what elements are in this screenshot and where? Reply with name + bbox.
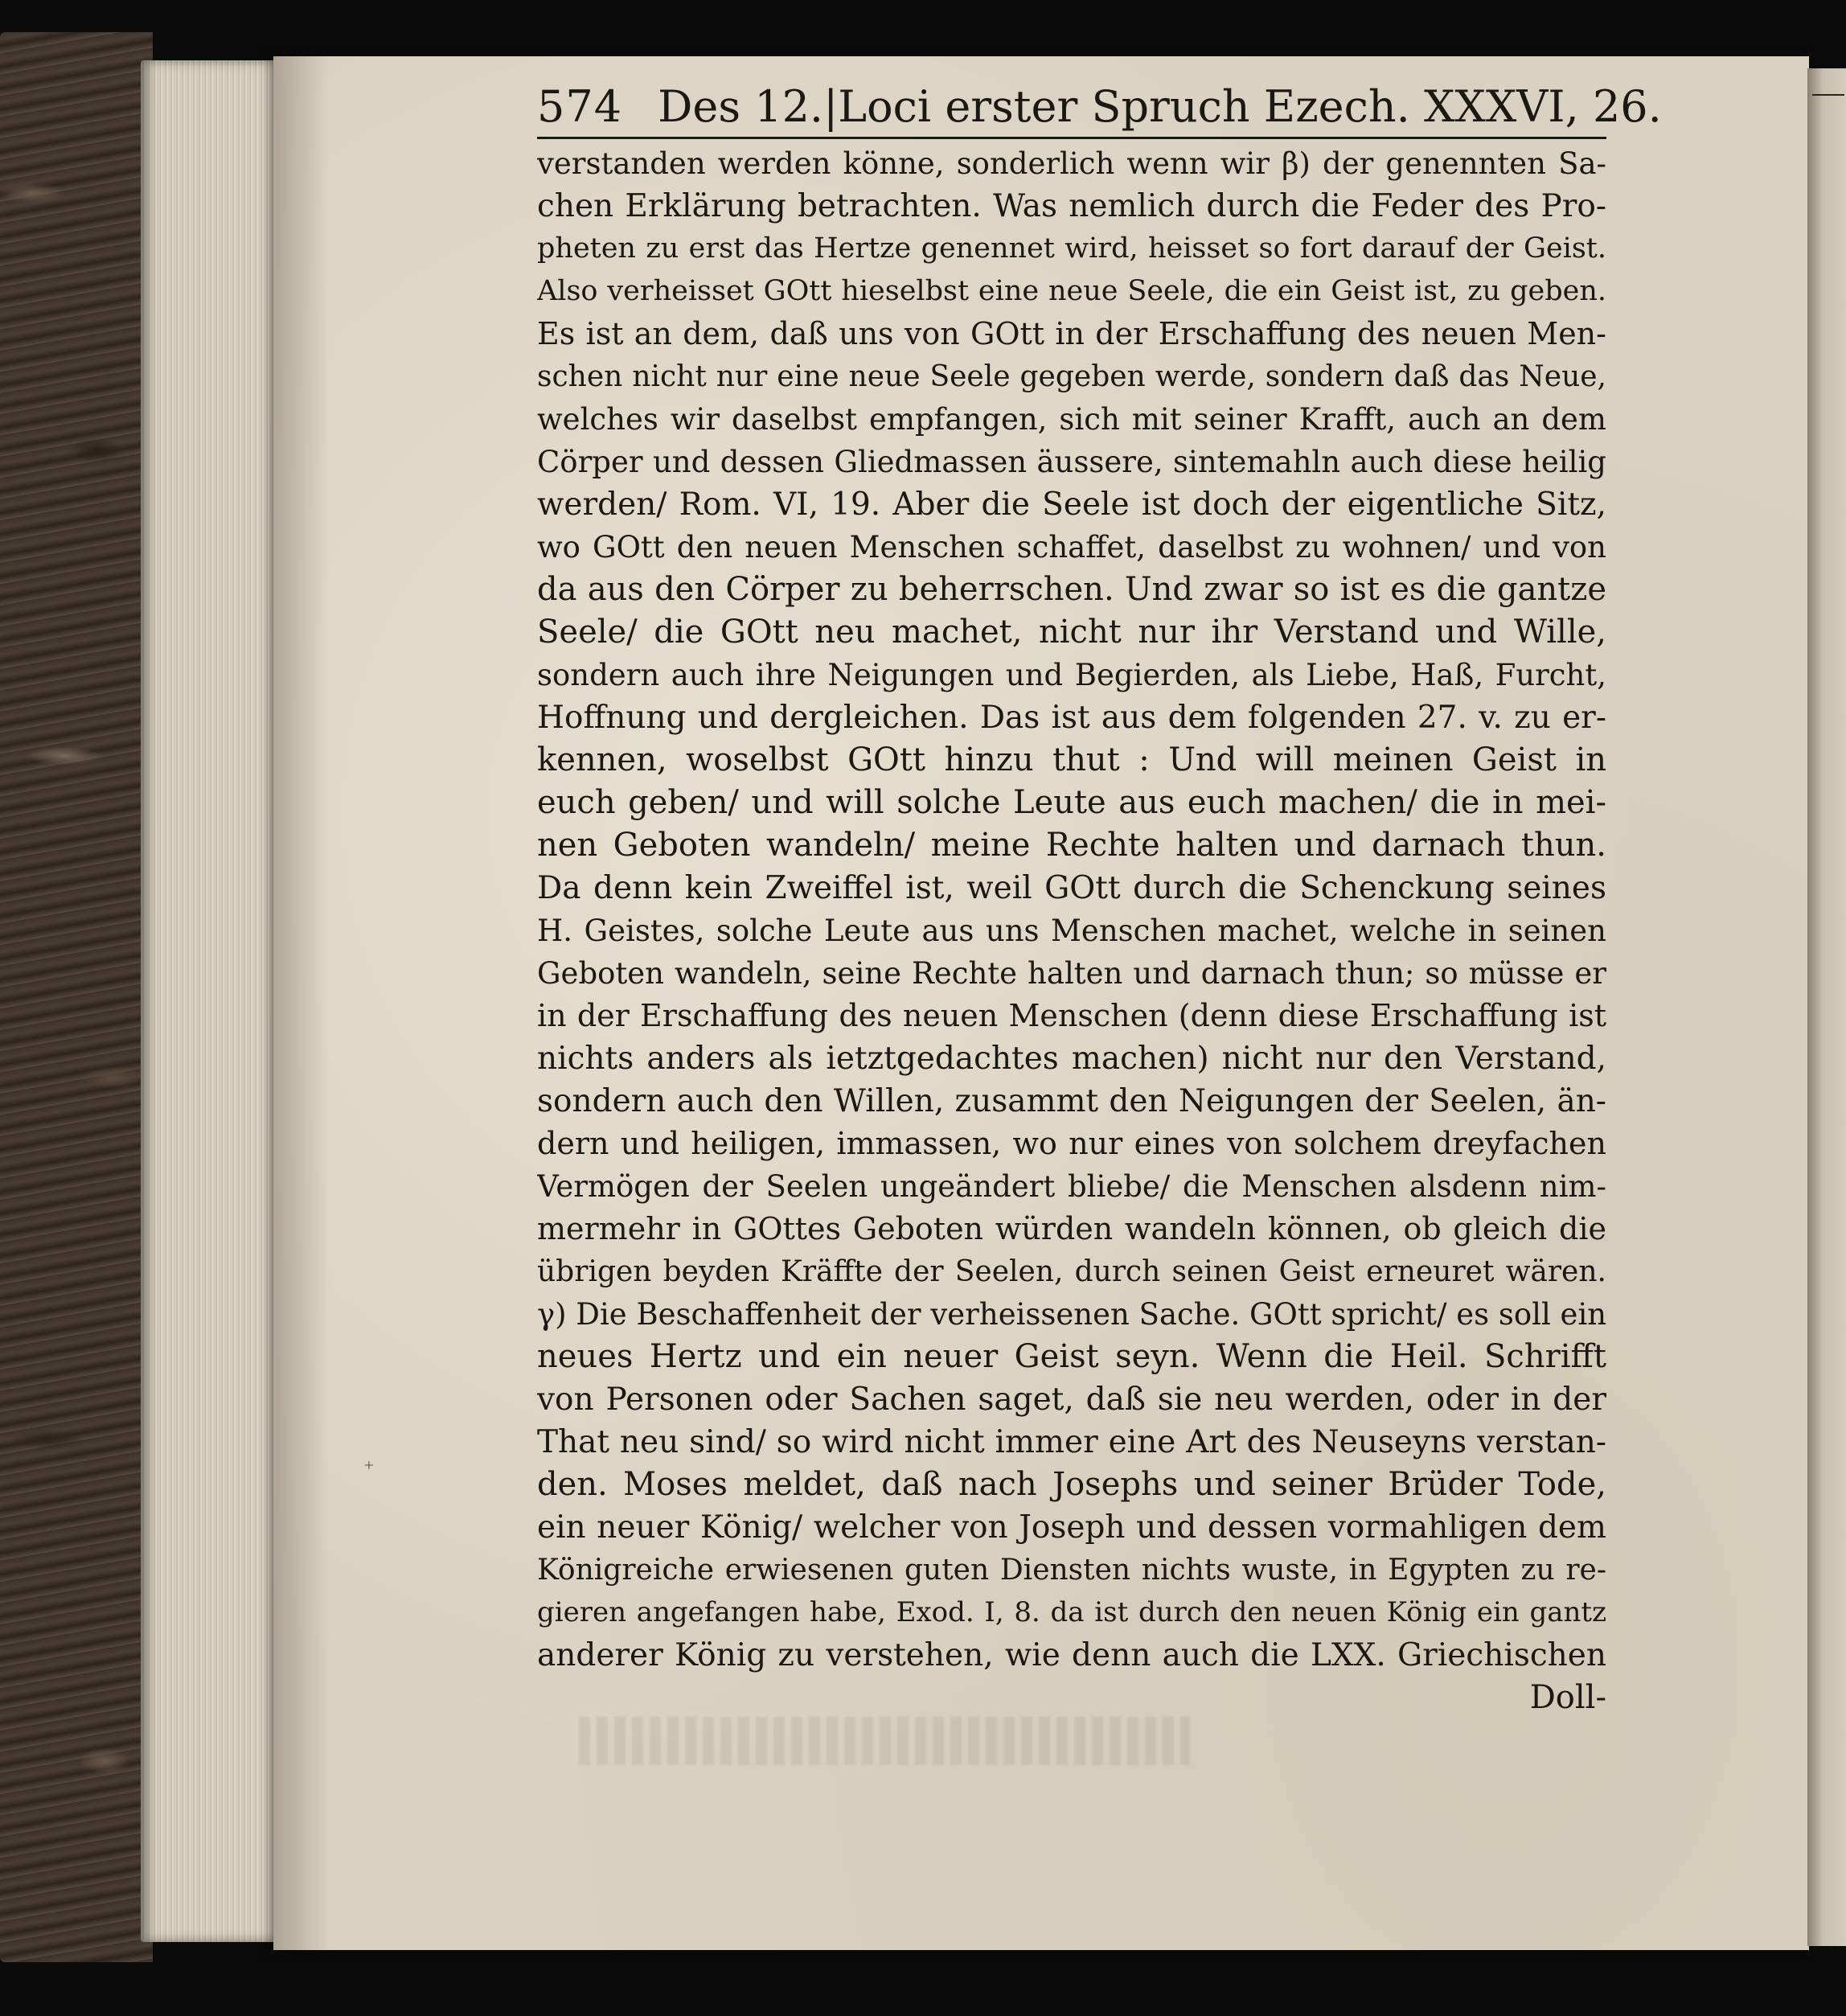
header-rule xyxy=(537,137,1606,139)
book-cover-marbled xyxy=(0,32,153,1962)
text-line: den. Moses meldet, daß nach Josephs und seiner Brüder Tode, xyxy=(537,1466,1606,1503)
text-line: Königreiche erwiesenen guten Diensten nichts wuste, in Egypten zu re- xyxy=(537,1554,1606,1587)
text-line: Vermögen der Seelen ungeändert bliebe/ die Menschen alsdenn nim- xyxy=(537,1169,1606,1204)
text-line: sondern auch ihre Neigungen und Begierden, als Liebe, Haß, Furcht, xyxy=(537,658,1606,692)
text-line: Es ist an dem, daß uns von GOtt in der Erschaffung des neuen Men- xyxy=(537,316,1606,351)
page-number: 574 xyxy=(537,81,623,132)
text-line: welches wir daselbst empfangen, sich mit seiner Krafft, auch an dem xyxy=(537,402,1606,437)
text-line: da aus den Cörper zu beherrschen. Und zwar so ist es die gantze xyxy=(537,571,1606,608)
text-line: Seele/ die GOtt neu machet, nicht nur ihr Verstand und Wille, xyxy=(537,614,1606,651)
text-line: in der Erschaffung des neuen Menschen (denn diese Erschaffung ist xyxy=(537,998,1606,1033)
text-line: H. Geistes, solche Leute aus uns Menschen machet, welche in seinen xyxy=(537,914,1606,948)
text-line: schen nicht nur eine neue Seele gegeben werde, sondern daß das Neue, xyxy=(537,360,1606,393)
text-line: Geboten wandeln, seine Rechte halten und darnach thun; so müsse er xyxy=(537,956,1606,991)
text-line: euch geben/ und will solche Leute aus euch machen/ die in mei- xyxy=(537,784,1606,821)
catchword: Doll- xyxy=(1529,1679,1606,1716)
margin-mark: ⁺ xyxy=(363,1457,375,1481)
text-line: neues Hertz und ein neuer Geist seyn. Wenn die Heil. Schrifft xyxy=(537,1338,1606,1375)
page-gutter-shadow xyxy=(273,56,330,1950)
text-line: Cörper und dessen Gliedmassen äussere, sintemahln auch diese heilig xyxy=(537,445,1606,479)
text-line: übrigen beyden Kräffte der Seelen, durch seinen Geist erneuret wären. xyxy=(537,1255,1606,1288)
text-line: ein neuer König/ welcher von Joseph und dessen vormahligen dem xyxy=(537,1509,1606,1546)
running-title: Des 12.|Loci erster Spruch Ezech. XXXVI, 26. xyxy=(658,81,1662,132)
text-line: werden/ Rom. VI, 19. Aber die Seele ist doch der eigentliche Sitz, xyxy=(537,487,1606,523)
running-header xyxy=(537,64,1662,132)
text-line: pheten zu erst das Hertze genennet wird, heisset so fort darauf der Geist. xyxy=(537,232,1606,265)
text-line: Also verheisset GOtt hieselbst eine neue Seele, die ein Geist ist, zu geben. xyxy=(537,275,1606,307)
text-line: anderer König zu verstehen, wie denn auch die LXX. Griechischen xyxy=(537,1637,1606,1673)
text-line: sondern auch den Willen, zusammt den Neigungen der Seelen, än- xyxy=(537,1083,1606,1119)
text-line: nen Geboten wandeln/ meine Rechte halten und darnach thun. xyxy=(537,827,1606,864)
show-through-text xyxy=(579,1717,1190,1765)
text-line: kennen, woselbst GOtt hinzu thut : Und will meinen Geist in xyxy=(537,741,1606,778)
text-line: Da denn kein Zweiffel ist, weil GOtt durch die Schenckung seines xyxy=(537,870,1606,906)
text-line: mermehr in GOttes Geboten würden wandeln können, ob gleich die xyxy=(537,1211,1606,1246)
text-line: That neu sind/ so wird nicht immer eine Art des Neuseyns verstan- xyxy=(537,1424,1606,1460)
text-line: nichts anders als ietztgedachtes machen) nicht nur den Verstand, xyxy=(537,1041,1606,1077)
text-line: wo GOtt den neuen Menschen schaffet, daselbst zu wohnen/ und von xyxy=(537,530,1606,565)
text-line: γ) Die Beschaffenheit der verheissenen Sache. GOtt spricht/ es soll ein xyxy=(537,1297,1606,1332)
text-line: Hoffnung und dergleichen. Das ist aus dem folgenden 27. v. zu er- xyxy=(537,700,1606,736)
body-text xyxy=(537,142,1606,1677)
facing-page-edge xyxy=(1807,68,1846,1946)
text-block xyxy=(537,64,1662,1719)
text-line: dern und heiligen, immassen, wo nur eines von solchem dreyfachen xyxy=(537,1126,1606,1161)
text-line: verstanden werden könne, sonderlich wenn wir β) der genennten Sa- xyxy=(537,146,1606,181)
text-line: von Personen oder Sachen saget, daß sie neu werden, oder in der xyxy=(537,1382,1606,1418)
text-line: chen Erklärung betrachten. Was nemlich durch die Feder des Pro- xyxy=(537,188,1606,224)
text-line: gieren angefangen habe, Exod. I, 8. da ist durch den neuen König ein gantz xyxy=(537,1596,1606,1628)
